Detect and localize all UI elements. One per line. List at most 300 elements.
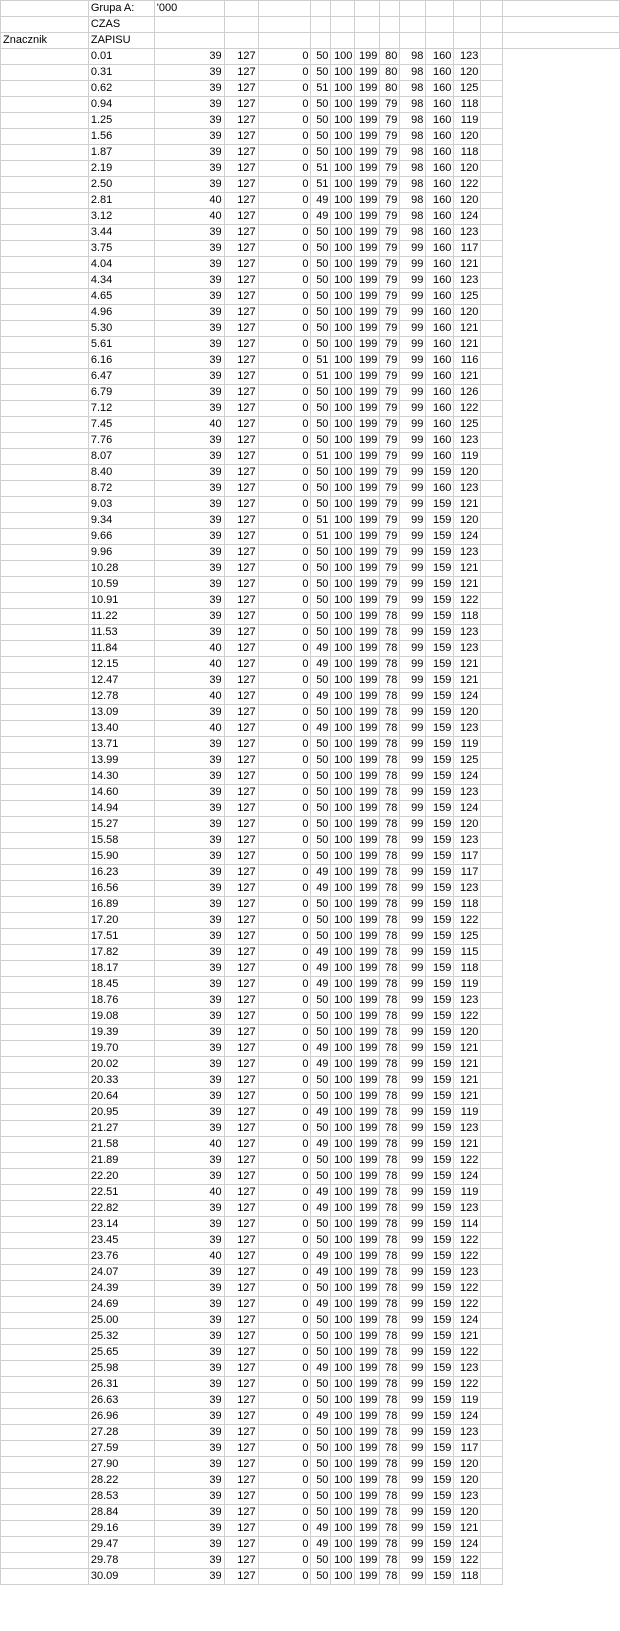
time-cell[interactable]: 16.56 (88, 881, 154, 897)
time-cell[interactable]: 15.90 (88, 849, 154, 865)
value-cell[interactable]: 159 (426, 721, 454, 737)
value-cell[interactable]: 159 (426, 673, 454, 689)
time-cell[interactable]: 19.70 (88, 1041, 154, 1057)
value-cell[interactable]: 199 (355, 1265, 380, 1281)
value-cell[interactable]: 99 (400, 1457, 426, 1473)
cell[interactable] (481, 1073, 503, 1089)
value-cell[interactable]: 100 (331, 1377, 355, 1393)
value-cell[interactable]: 160 (426, 81, 454, 97)
time-cell[interactable]: 6.16 (88, 353, 154, 369)
value-cell[interactable]: 119 (454, 977, 481, 993)
value-cell[interactable]: 78 (380, 1025, 400, 1041)
value-cell[interactable]: 127 (224, 849, 258, 865)
time-cell[interactable]: 9.66 (88, 529, 154, 545)
value-cell[interactable]: 99 (400, 785, 426, 801)
value-cell[interactable]: 0 (258, 801, 311, 817)
cell[interactable] (1, 1377, 89, 1393)
value-cell[interactable]: 100 (331, 769, 355, 785)
value-cell[interactable]: 199 (355, 193, 380, 209)
value-cell[interactable]: 49 (311, 945, 331, 961)
value-cell[interactable]: 0 (258, 1441, 311, 1457)
value-cell[interactable]: 79 (380, 305, 400, 321)
cell[interactable] (481, 1409, 503, 1425)
cell[interactable] (481, 961, 503, 977)
value-cell[interactable]: 49 (311, 1409, 331, 1425)
cell[interactable] (481, 1249, 503, 1265)
value-cell[interactable]: 50 (311, 785, 331, 801)
value-cell[interactable]: 199 (355, 625, 380, 641)
time-cell[interactable]: 11.22 (88, 609, 154, 625)
value-cell[interactable]: 159 (426, 1393, 454, 1409)
value-cell[interactable]: 159 (426, 881, 454, 897)
value-cell[interactable]: 50 (311, 1121, 331, 1137)
value-cell[interactable]: 0 (258, 1041, 311, 1057)
value-cell[interactable]: 100 (331, 1025, 355, 1041)
value-cell[interactable]: 121 (454, 577, 481, 593)
value-cell[interactable]: 199 (355, 737, 380, 753)
value-cell[interactable]: 123 (454, 785, 481, 801)
value-cell[interactable]: 78 (380, 673, 400, 689)
value-cell[interactable]: 123 (454, 225, 481, 241)
value-cell[interactable]: 199 (355, 1489, 380, 1505)
value-cell[interactable]: 199 (355, 545, 380, 561)
cell[interactable] (1, 1521, 89, 1537)
cell[interactable] (1, 1137, 89, 1153)
value-cell[interactable]: 78 (380, 753, 400, 769)
value-cell[interactable]: 0 (258, 1457, 311, 1473)
value-cell[interactable]: 123 (454, 833, 481, 849)
value-cell[interactable]: 100 (331, 785, 355, 801)
value-cell[interactable]: 99 (400, 689, 426, 705)
time-cell[interactable]: 23.45 (88, 1233, 154, 1249)
cell[interactable] (258, 17, 311, 33)
value-cell[interactable]: 159 (426, 1137, 454, 1153)
value-cell[interactable]: 199 (355, 1329, 380, 1345)
value-cell[interactable]: 100 (331, 1313, 355, 1329)
value-cell[interactable]: 125 (454, 417, 481, 433)
cell[interactable] (481, 497, 503, 513)
cell[interactable] (481, 1521, 503, 1537)
value-cell[interactable]: 0 (258, 209, 311, 225)
value-cell[interactable]: 39 (154, 369, 224, 385)
value-cell[interactable]: 79 (380, 97, 400, 113)
value-cell[interactable]: 127 (224, 865, 258, 881)
value-cell[interactable]: 127 (224, 833, 258, 849)
value-cell[interactable]: 159 (426, 977, 454, 993)
cell[interactable] (1, 465, 89, 481)
value-cell[interactable]: 199 (355, 305, 380, 321)
value-cell[interactable]: 100 (331, 1297, 355, 1313)
value-cell[interactable]: 50 (311, 1569, 331, 1585)
value-cell[interactable]: 0 (258, 1153, 311, 1169)
cell[interactable] (400, 33, 426, 49)
value-cell[interactable]: 0 (258, 961, 311, 977)
value-cell[interactable]: 199 (355, 1537, 380, 1553)
value-cell[interactable]: 199 (355, 801, 380, 817)
value-cell[interactable]: 120 (454, 1473, 481, 1489)
value-cell[interactable]: 199 (355, 97, 380, 113)
value-cell[interactable]: 78 (380, 1057, 400, 1073)
value-cell[interactable]: 159 (426, 1105, 454, 1121)
value-cell[interactable]: 127 (224, 1185, 258, 1201)
value-cell[interactable]: 99 (400, 1137, 426, 1153)
cell[interactable] (1, 849, 89, 865)
value-cell[interactable]: 127 (224, 929, 258, 945)
cell[interactable] (380, 17, 400, 33)
value-cell[interactable]: 49 (311, 1521, 331, 1537)
value-cell[interactable]: 159 (426, 705, 454, 721)
time-cell[interactable]: 12.78 (88, 689, 154, 705)
value-cell[interactable]: 0 (258, 97, 311, 113)
value-cell[interactable]: 50 (311, 321, 331, 337)
value-cell[interactable]: 0 (258, 1489, 311, 1505)
cell[interactable] (1, 49, 89, 65)
time-cell[interactable]: 13.09 (88, 705, 154, 721)
value-cell[interactable]: 159 (426, 1457, 454, 1473)
value-cell[interactable]: 100 (331, 977, 355, 993)
value-cell[interactable]: 127 (224, 81, 258, 97)
value-cell[interactable]: 50 (311, 337, 331, 353)
value-cell[interactable]: 199 (355, 1041, 380, 1057)
cell[interactable] (1, 977, 89, 993)
value-cell[interactable]: 50 (311, 817, 331, 833)
value-cell[interactable]: 39 (154, 945, 224, 961)
value-cell[interactable]: 99 (400, 433, 426, 449)
cell[interactable] (1, 401, 89, 417)
value-cell[interactable]: 79 (380, 433, 400, 449)
value-cell[interactable]: 0 (258, 785, 311, 801)
value-cell[interactable]: 39 (154, 769, 224, 785)
value-cell[interactable]: 99 (400, 609, 426, 625)
value-cell[interactable]: 0 (258, 529, 311, 545)
value-cell[interactable]: 199 (355, 1297, 380, 1313)
time-cell[interactable]: 7.12 (88, 401, 154, 417)
cell[interactable] (331, 1, 355, 17)
time-cell[interactable]: 17.51 (88, 929, 154, 945)
value-cell[interactable]: 127 (224, 769, 258, 785)
time-cell[interactable]: 10.91 (88, 593, 154, 609)
value-cell[interactable]: 127 (224, 193, 258, 209)
value-cell[interactable]: 121 (454, 1041, 481, 1057)
value-cell[interactable]: 99 (400, 1025, 426, 1041)
cell[interactable] (481, 913, 503, 929)
value-cell[interactable]: 100 (331, 1505, 355, 1521)
value-cell[interactable]: 127 (224, 1361, 258, 1377)
value-cell[interactable]: 39 (154, 1441, 224, 1457)
value-cell[interactable]: 100 (331, 353, 355, 369)
value-cell[interactable]: 50 (311, 625, 331, 641)
value-cell[interactable]: 99 (400, 321, 426, 337)
value-cell[interactable]: 99 (400, 1233, 426, 1249)
cell[interactable] (154, 33, 224, 49)
value-cell[interactable]: 199 (355, 513, 380, 529)
cell[interactable] (481, 897, 503, 913)
value-cell[interactable]: 39 (154, 673, 224, 689)
value-cell[interactable]: 99 (400, 865, 426, 881)
value-cell[interactable]: 49 (311, 1361, 331, 1377)
value-cell[interactable]: 127 (224, 1377, 258, 1393)
value-cell[interactable]: 0 (258, 129, 311, 145)
value-cell[interactable]: 0 (258, 881, 311, 897)
value-cell[interactable]: 199 (355, 673, 380, 689)
value-cell[interactable]: 39 (154, 705, 224, 721)
cell[interactable] (1, 1233, 89, 1249)
cell[interactable] (481, 1329, 503, 1345)
value-cell[interactable]: 123 (454, 1425, 481, 1441)
value-cell[interactable]: 50 (311, 1009, 331, 1025)
value-cell[interactable]: 127 (224, 337, 258, 353)
value-cell[interactable]: 100 (331, 65, 355, 81)
value-cell[interactable]: 99 (400, 1425, 426, 1441)
value-cell[interactable]: 160 (426, 193, 454, 209)
value-cell[interactable]: 0 (258, 1569, 311, 1585)
value-cell[interactable]: 199 (355, 993, 380, 1009)
value-cell[interactable]: 50 (311, 769, 331, 785)
cell[interactable] (400, 17, 426, 33)
value-cell[interactable]: 99 (400, 369, 426, 385)
value-cell[interactable]: 123 (454, 273, 481, 289)
value-cell[interactable]: 51 (311, 177, 331, 193)
cell[interactable] (1, 321, 89, 337)
time-cell[interactable]: 25.65 (88, 1345, 154, 1361)
cell[interactable] (1, 817, 89, 833)
value-cell[interactable]: 199 (355, 753, 380, 769)
value-cell[interactable]: 100 (331, 865, 355, 881)
value-cell[interactable]: 99 (400, 641, 426, 657)
value-cell[interactable]: 78 (380, 1553, 400, 1569)
value-cell[interactable]: 78 (380, 881, 400, 897)
cell[interactable] (1, 161, 89, 177)
cell[interactable] (1, 1297, 89, 1313)
value-cell[interactable]: 50 (311, 1329, 331, 1345)
cell[interactable] (224, 1, 258, 17)
value-cell[interactable]: 99 (400, 1473, 426, 1489)
cell[interactable] (1, 257, 89, 273)
value-cell[interactable]: 0 (258, 1201, 311, 1217)
value-cell[interactable]: 160 (426, 481, 454, 497)
cell[interactable] (481, 209, 503, 225)
value-cell[interactable]: 39 (154, 1265, 224, 1281)
cell[interactable] (1, 689, 89, 705)
value-cell[interactable]: 127 (224, 913, 258, 929)
value-cell[interactable]: 159 (426, 1121, 454, 1137)
cell[interactable] (1, 1041, 89, 1057)
cell[interactable] (1, 1057, 89, 1073)
cell[interactable] (481, 817, 503, 833)
time-cell[interactable]: 20.02 (88, 1057, 154, 1073)
cell[interactable] (1, 737, 89, 753)
value-cell[interactable]: 99 (400, 465, 426, 481)
cell[interactable] (1, 1425, 89, 1441)
value-cell[interactable]: 79 (380, 417, 400, 433)
value-cell[interactable]: 0 (258, 1361, 311, 1377)
value-cell[interactable]: 159 (426, 1473, 454, 1489)
time-cell[interactable]: 11.53 (88, 625, 154, 641)
time-cell[interactable]: 10.59 (88, 577, 154, 593)
value-cell[interactable]: 159 (426, 561, 454, 577)
cell[interactable] (1, 1505, 89, 1521)
value-cell[interactable]: 159 (426, 1233, 454, 1249)
value-cell[interactable]: 100 (331, 689, 355, 705)
cell[interactable] (1, 1217, 89, 1233)
value-cell[interactable]: 0 (258, 1281, 311, 1297)
value-cell[interactable]: 127 (224, 481, 258, 497)
cell[interactable] (481, 465, 503, 481)
value-cell[interactable]: 0 (258, 113, 311, 129)
cell[interactable] (1, 865, 89, 881)
value-cell[interactable]: 49 (311, 1297, 331, 1313)
value-cell[interactable]: 98 (400, 97, 426, 113)
value-cell[interactable]: 99 (400, 1249, 426, 1265)
value-cell[interactable]: 0 (258, 817, 311, 833)
value-cell[interactable]: 100 (331, 1409, 355, 1425)
value-cell[interactable]: 50 (311, 929, 331, 945)
value-cell[interactable]: 159 (426, 737, 454, 753)
value-cell[interactable]: 99 (400, 1393, 426, 1409)
value-cell[interactable]: 127 (224, 1105, 258, 1121)
value-cell[interactable]: 0 (258, 465, 311, 481)
cell[interactable] (481, 17, 503, 33)
time-cell[interactable]: 8.72 (88, 481, 154, 497)
value-cell[interactable]: 199 (355, 1441, 380, 1457)
time-cell[interactable]: 4.96 (88, 305, 154, 321)
value-cell[interactable]: 199 (355, 689, 380, 705)
value-cell[interactable]: 121 (454, 673, 481, 689)
time-cell[interactable]: 29.47 (88, 1537, 154, 1553)
cell[interactable] (1, 129, 89, 145)
value-cell[interactable]: 127 (224, 321, 258, 337)
value-cell[interactable]: 127 (224, 1249, 258, 1265)
value-cell[interactable]: 100 (331, 673, 355, 689)
time-cell[interactable]: 20.95 (88, 1105, 154, 1121)
value-cell[interactable]: 0 (258, 641, 311, 657)
cell[interactable] (1, 593, 89, 609)
value-cell[interactable]: 100 (331, 737, 355, 753)
value-cell[interactable]: 0 (258, 1297, 311, 1313)
value-cell[interactable]: 50 (311, 385, 331, 401)
cell[interactable] (1, 337, 89, 353)
cell[interactable] (1, 913, 89, 929)
value-cell[interactable]: 0 (258, 993, 311, 1009)
time-cell[interactable]: 16.23 (88, 865, 154, 881)
value-cell[interactable]: 100 (331, 1521, 355, 1537)
value-cell[interactable]: 39 (154, 497, 224, 513)
value-cell[interactable]: 127 (224, 177, 258, 193)
value-cell[interactable]: 39 (154, 961, 224, 977)
value-cell[interactable]: 122 (454, 1153, 481, 1169)
value-cell[interactable]: 159 (426, 1505, 454, 1521)
value-cell[interactable]: 78 (380, 1121, 400, 1137)
cell[interactable] (1, 113, 89, 129)
value-cell[interactable]: 100 (331, 81, 355, 97)
value-cell[interactable]: 127 (224, 1329, 258, 1345)
value-cell[interactable]: 79 (380, 497, 400, 513)
value-cell[interactable]: 127 (224, 529, 258, 545)
cell[interactable] (1, 945, 89, 961)
value-cell[interactable]: 78 (380, 1457, 400, 1473)
value-cell[interactable]: 78 (380, 1489, 400, 1505)
value-cell[interactable]: 159 (426, 1057, 454, 1073)
value-cell[interactable]: 0 (258, 1137, 311, 1153)
value-cell[interactable]: 79 (380, 225, 400, 241)
time-cell[interactable]: 5.30 (88, 321, 154, 337)
time-cell[interactable]: 23.76 (88, 1249, 154, 1265)
cell[interactable] (481, 945, 503, 961)
cell[interactable] (454, 33, 481, 49)
cell[interactable] (481, 705, 503, 721)
value-cell[interactable]: 50 (311, 1553, 331, 1569)
value-cell[interactable]: 99 (400, 497, 426, 513)
value-cell[interactable]: 0 (258, 1265, 311, 1281)
time-cell[interactable]: 0.62 (88, 81, 154, 97)
value-cell[interactable]: 127 (224, 641, 258, 657)
value-cell[interactable]: 100 (331, 257, 355, 273)
value-cell[interactable]: 100 (331, 1041, 355, 1057)
value-cell[interactable]: 0 (258, 609, 311, 625)
value-cell[interactable]: 121 (454, 1521, 481, 1537)
value-cell[interactable]: 50 (311, 257, 331, 273)
value-cell[interactable]: 78 (380, 833, 400, 849)
value-cell[interactable]: 127 (224, 369, 258, 385)
cell[interactable] (481, 1505, 503, 1521)
value-cell[interactable]: 100 (331, 145, 355, 161)
value-cell[interactable]: 50 (311, 753, 331, 769)
value-cell[interactable]: 127 (224, 1521, 258, 1537)
value-cell[interactable]: 121 (454, 337, 481, 353)
value-cell[interactable]: 80 (380, 81, 400, 97)
value-cell[interactable]: 39 (154, 849, 224, 865)
value-cell[interactable]: 127 (224, 1489, 258, 1505)
time-cell[interactable]: 28.53 (88, 1489, 154, 1505)
value-cell[interactable]: 0 (258, 417, 311, 433)
value-cell[interactable]: 127 (224, 1537, 258, 1553)
value-cell[interactable]: 78 (380, 1185, 400, 1201)
value-cell[interactable]: 127 (224, 657, 258, 673)
value-cell[interactable]: 100 (331, 177, 355, 193)
value-cell[interactable]: 100 (331, 529, 355, 545)
value-cell[interactable]: 50 (311, 1441, 331, 1457)
value-cell[interactable]: 199 (355, 1169, 380, 1185)
value-cell[interactable]: 127 (224, 1073, 258, 1089)
value-cell[interactable]: 199 (355, 593, 380, 609)
time-cell[interactable]: 18.17 (88, 961, 154, 977)
time-cell[interactable]: 3.75 (88, 241, 154, 257)
value-cell[interactable]: 123 (454, 641, 481, 657)
value-cell[interactable]: 118 (454, 145, 481, 161)
value-cell[interactable]: 49 (311, 657, 331, 673)
value-cell[interactable]: 199 (355, 369, 380, 385)
time-cell[interactable]: 7.45 (88, 417, 154, 433)
time-cell[interactable]: 3.44 (88, 225, 154, 241)
cell[interactable] (1, 273, 89, 289)
value-cell[interactable]: 0 (258, 305, 311, 321)
value-cell[interactable]: 39 (154, 1537, 224, 1553)
value-cell[interactable]: 99 (400, 1217, 426, 1233)
value-cell[interactable]: 39 (154, 897, 224, 913)
value-cell[interactable]: 99 (400, 897, 426, 913)
value-cell[interactable]: 40 (154, 1137, 224, 1153)
value-cell[interactable]: 127 (224, 49, 258, 65)
value-cell[interactable]: 39 (154, 257, 224, 273)
value-cell[interactable]: 100 (331, 1361, 355, 1377)
value-cell[interactable]: 123 (454, 49, 481, 65)
value-cell[interactable]: 39 (154, 1425, 224, 1441)
value-cell[interactable]: 40 (154, 689, 224, 705)
value-cell[interactable]: 127 (224, 1409, 258, 1425)
value-cell[interactable]: 119 (454, 449, 481, 465)
time-cell[interactable]: 0.94 (88, 97, 154, 113)
value-cell[interactable]: 50 (311, 305, 331, 321)
